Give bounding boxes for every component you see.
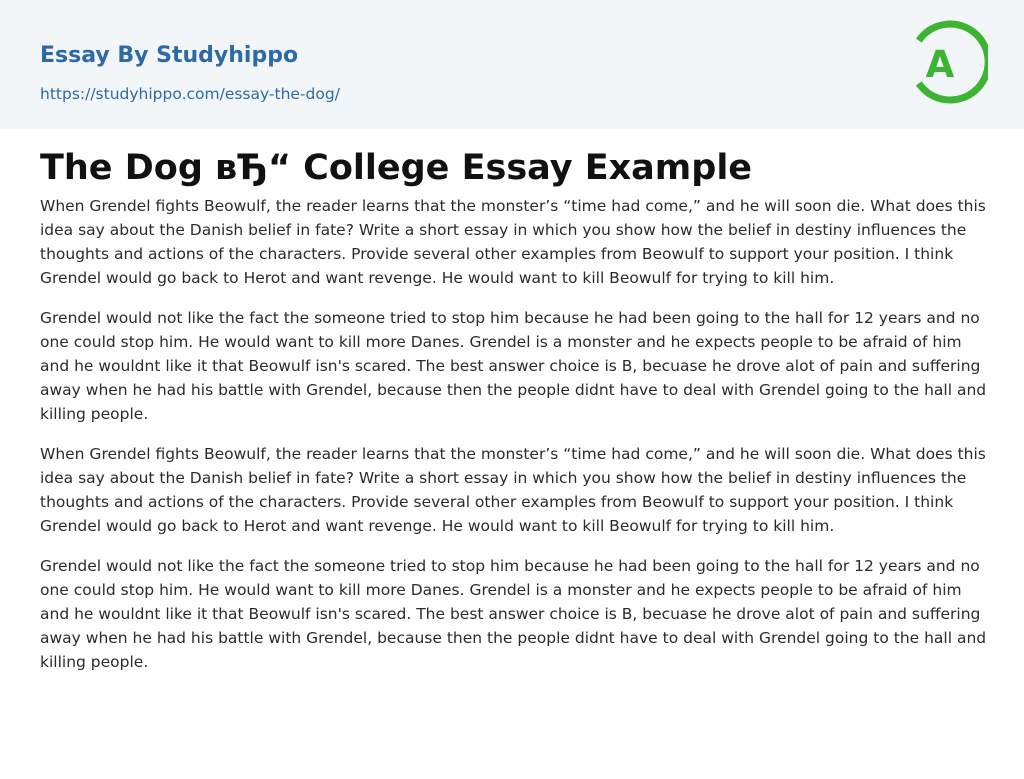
page-header [0,0,1024,129]
paragraph: Grendel would not like the fact the someone tried to stop him because he had been going to the hall for 12 years and no one could stop him. He would want to kill more Danes. Grendel is a monster and he expects people to be afraid of him and he wouldnt like it that Beowulf isn's scared. The best answer choice is B, becuase he drove alot of pain and suffering away when he had his battle with Grendel, because then the people didnt have to deal with Grendel going to the hall and killing people. [40,557,987,671]
source-url-link[interactable]: https://studyhippo.com/essay-the-dog/ [40,85,340,103]
page-title: The Dog вЂ“ College Essay Example [40,148,753,188]
studyhippo-logo-icon[interactable] [912,18,988,106]
article-body [40,194,988,690]
site-name[interactable]: Essay By Studyhippo [40,43,299,68]
paragraph: Grendel would not like the fact the someone tried to stop him because he had been going to the hall for 12 years and no one could stop him. He would want to kill more Danes. Grendel is a monster and he expects people to be afraid of him and he wouldnt like it that Beowulf isn's scared. The best answer choice is B, becuase he drove alot of pain and suffering away when he had his battle with Grendel, because then the people didnt have to deal with Grendel going to the hall and killing people. [40,309,987,423]
paragraph: When Grendel fights Beowulf, the reader learns that the monster’s “time had come,” and he will soon die. What does this idea say about the Danish belief in fate? Write a short essay in which you show how the belief in destiny influences the thoughts and actions of the characters. Provide several other examples from Beowulf to support your position. I think Grendel would go back to Herot and want revenge. He would want to kill Beowulf for trying to kill him. [40,445,986,535]
logo-letter: A [925,43,955,86]
paragraph: When Grendel fights Beowulf, the reader learns that the monster’s “time had come,” and he will soon die. What does this idea say about the Danish belief in fate? Write a short essay in which you show how the belief in destiny influences the thoughts and actions of the characters. Provide several other examples from Beowulf to support your position. I think Grendel would go back to Herot and want revenge. He would want to kill Beowulf for trying to kill him. [40,197,986,287]
